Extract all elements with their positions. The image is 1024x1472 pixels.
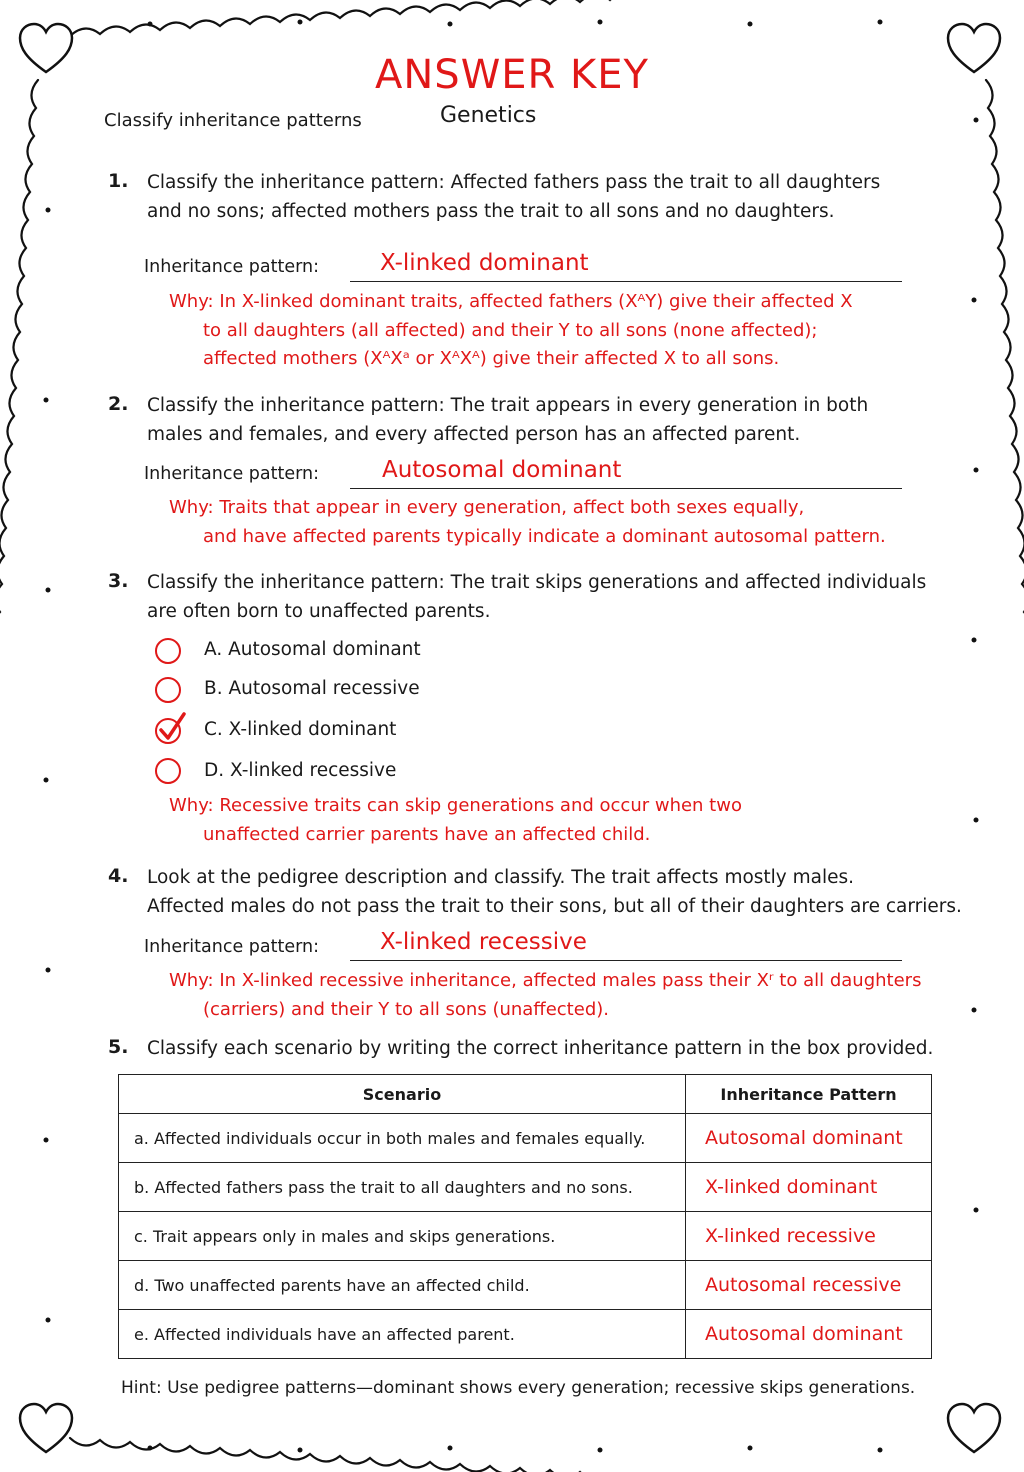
table-row (119, 1212, 932, 1261)
pattern-cell[interactable]: X-linked dominant (686, 1163, 932, 1212)
question-number: 4. (108, 865, 129, 887)
question-text: Classify the inheritance pattern: The trait appears in every generation in both males and females, and every affected person has an affected parent. (147, 395, 869, 445)
heart-icon (944, 1400, 1004, 1456)
hint-text: Hint: Use pedigree patterns—dominant shows every generation; recessive skips generations. (121, 1378, 916, 1398)
question-text: Look at the pedigree description and classify. The trait affects mostly males. Affected males do not pass the trait to their sons, but all of their daughters are carriers. (147, 867, 962, 917)
explanation: Why: In X-linked recessive inheritance, affected males pass their Xʳ to all daughters (carriers) and their Y to all sons (unaffected). (169, 970, 922, 1020)
answer-underline (350, 488, 902, 489)
answer-label: Inheritance pattern: (144, 937, 319, 957)
answer-value: X-linked recessive (380, 929, 587, 955)
worksheet-subject: Genetics (440, 103, 537, 128)
answer-value: X-linked dominant (380, 250, 589, 276)
table-row (119, 1310, 932, 1359)
pattern-cell[interactable]: Autosomal dominant (686, 1310, 932, 1359)
explanation: Why: Traits that appear in every generation, affect both sexes equally, and have affected parents typically indicate a dominant autosomal pattern. (169, 497, 886, 547)
pattern-cell[interactable]: Autosomal dominant (686, 1114, 932, 1163)
table-row (119, 1114, 932, 1163)
answer-label: Inheritance pattern: (144, 464, 319, 484)
option-d-radio[interactable] (155, 758, 181, 784)
worksheet-topic: Classify inheritance patterns (104, 110, 362, 131)
scenario-table (118, 1074, 932, 1359)
question-text: Classify the inheritance pattern: The trait skips generations and affected individuals are often born to unaffected parents. (147, 572, 927, 622)
heart-icon (16, 1400, 76, 1456)
option-a-label: A. Autosomal dominant (204, 639, 421, 660)
scenario-cell: b. Affected fathers pass the trait to all daughters and no sons. (119, 1163, 686, 1212)
scenario-cell: a. Affected individuals occur in both males and females equally. (119, 1114, 686, 1163)
option-d-label: D. X-linked recessive (204, 760, 397, 781)
explanation: Why: In X-linked dominant traits, affected fathers (XᴬY) give their affected X to all daughters (all affected) and their Y to all sons (none affected); affected mothers (XᴬXᵃ or XᴬXᴬ) give their affected X to all sons. (169, 291, 853, 369)
table-row (119, 1261, 932, 1310)
answer-value: Autosomal dominant (382, 457, 622, 483)
pattern-cell[interactable]: Autosomal recessive (686, 1261, 932, 1310)
option-a-radio[interactable] (155, 638, 181, 664)
page-title: ANSWER KEY (375, 52, 649, 98)
table-header-row (119, 1075, 932, 1114)
column-header-scenario: Scenario (119, 1075, 686, 1114)
pattern-cell[interactable]: X-linked recessive (686, 1212, 932, 1261)
explanation: Why: Recessive traits can skip generations and occur when two unaffected carrier parents have an affected child. (169, 795, 742, 845)
column-header-pattern: Inheritance Pattern (686, 1075, 932, 1114)
scenario-cell: e. Affected individuals have an affected parent. (119, 1310, 686, 1359)
question-text: Classify each scenario by writing the correct inheritance pattern in the box provided. (147, 1038, 934, 1059)
table-row (119, 1163, 932, 1212)
question-number: 5. (108, 1036, 129, 1058)
checkmark-icon (151, 708, 191, 744)
scenario-cell: c. Trait appears only in males and skips generations. (119, 1212, 686, 1261)
question-number: 3. (108, 570, 129, 592)
answer-underline (350, 960, 902, 961)
question-text: Classify the inheritance pattern: Affected fathers pass the trait to all daughters and no sons; affected mothers pass the trait to all sons and no daughters. (147, 172, 881, 222)
answer-underline (350, 281, 902, 282)
question-number: 2. (108, 393, 129, 415)
option-c-label: C. X-linked dominant (204, 719, 397, 740)
question-number: 1. (108, 170, 129, 192)
answer-label: Inheritance pattern: (144, 257, 319, 277)
scenario-cell: d. Two unaffected parents have an affected child. (119, 1261, 686, 1310)
option-b-radio[interactable] (155, 677, 181, 703)
option-b-label: B. Autosomal recessive (204, 678, 420, 699)
